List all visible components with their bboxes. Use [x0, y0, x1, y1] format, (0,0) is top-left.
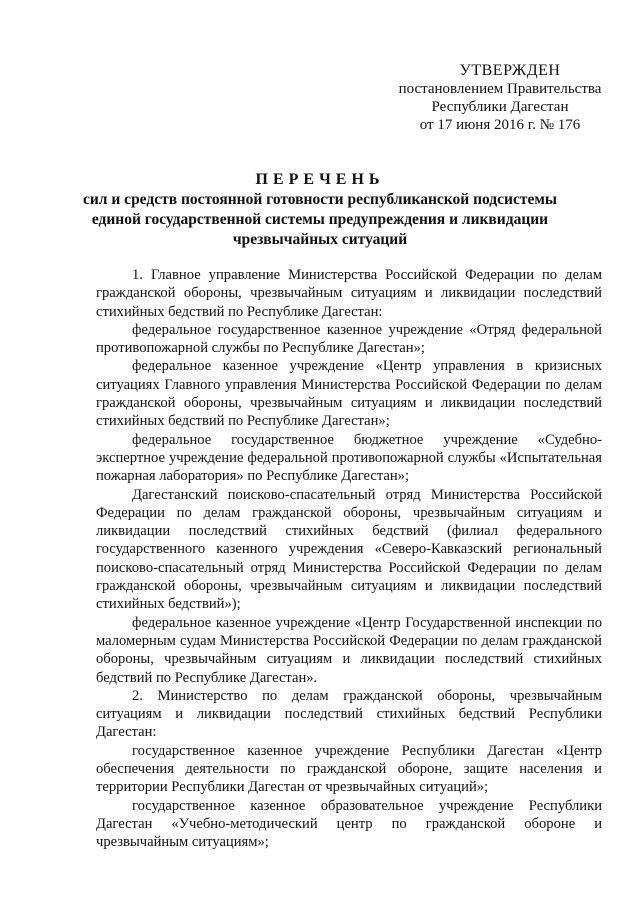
approval-stamp [390, 62, 610, 134]
heading-subtitle-2: единой государственной системы предупреждения и ликвидации [91, 211, 549, 228]
paragraph: государственное казенное образовательное учреждение Республики Дагестан «Учебно-методический центр по гражданской обороне и чрезвычайным ситуациям»; [96, 797, 602, 851]
approval-line-2: Республики Дагестан [431, 99, 569, 115]
heading-title: ПЕРЕЧЕНЬ [255, 171, 385, 188]
paragraph: федеральное казенное учреждение «Центр управления в кризисных ситуациях Главного управления Министерства Российской Федерации по делам гражданской обороны, чрезвычайным ситуациям и ликвидации последствий стихийных бедствий по Республике Дагестан»; [96, 358, 602, 430]
heading-subtitle-1: сил и средств постоянной готовности республиканской подсистемы [83, 191, 557, 208]
approval-line-1: постановлением Правительства [398, 81, 602, 97]
paragraph: федеральное государственное казенное учреждение «Отряд федеральной противопожарной службы по Республике Дагестан»; [96, 321, 602, 357]
paragraph: государственное казенное учреждение Республики Дагестан «Центр обеспечения деятельности по гражданской обороне, защите населения и территории Республики Дагестан от чрезвычайных ситуаций»; [96, 742, 602, 796]
approval-title: УТВЕРЖДЕН [459, 62, 561, 79]
paragraph: 1. Главное управление Министерства Российской Федерации по делам гражданской обороны, чрезвычайным ситуациям и ликвидации последствий стихийных бедствий по Республике Дагестан: [96, 267, 602, 320]
paragraph: 2. Министерство по делам гражданской обороны, чрезвычайным ситуациям и ликвидации последствий стихийных бедствий Республики Дагестан: [96, 687, 602, 741]
document-body [96, 266, 602, 852]
document-heading [60, 170, 580, 250]
paragraph: Дагестанский поисково-спасательный отряд Министерства Российской Федерации по делам гражданской обороны, чрезвычайным ситуациям и ликвидации последствий стихийных бедствий (филиал федерального государственного казенного учреждения «Северо-Кавказский региональный поисково-спасательный отряд Министерства Российской Федерации по делам гражданской обороны, чрезвычайным ситуациям и ликвидации последствий стихийных бедствий»); [96, 486, 602, 613]
heading-subtitle-3: чрезвычайных ситуаций [232, 231, 408, 248]
paragraph: федеральное государственное бюджетное учреждение «Судебно-экспертное учреждение федеральной противопожарной службы «Испытательная пожарная лаборатория» по Республике Дагестан»; [96, 431, 602, 485]
paragraph: федеральное казенное учреждение «Центр Государственной инспекции по маломерным судам Министерства Российской Федерации по делам гражданской обороны, чрезвычайным ситуациям и ликвидации последствий стихийных бедствий по Республике Дагестан». [96, 614, 602, 686]
approval-line-3: от 17 июня 2016 г. № 176 [419, 117, 581, 133]
